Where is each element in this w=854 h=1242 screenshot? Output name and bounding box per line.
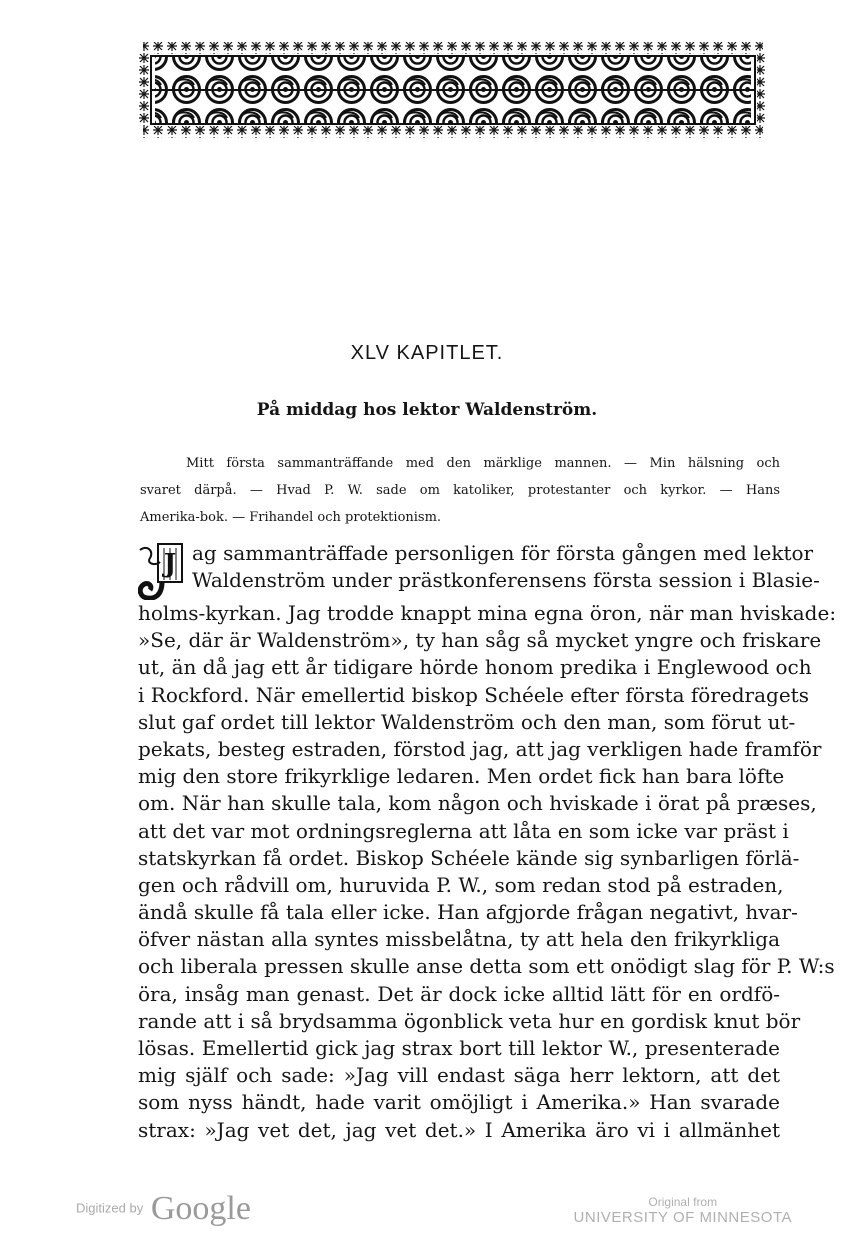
body-line: slut gaf ordet till lektor Waldenström och den man, som förut ut-: [138, 709, 796, 734]
body-line: ändå skulle få tala eller icke. Han afgjorde frågan negativt, hvar-: [138, 900, 798, 925]
library-name: UNIVERSITY OF MINNESOTA: [573, 1209, 792, 1226]
digitized-by-label: Digitized by: [76, 1200, 144, 1216]
chapter-summary: [140, 452, 780, 534]
drop-cap-letter: J: [163, 549, 177, 579]
body-line: Waldenström under prästkonferensens första session i Blasie-: [192, 568, 820, 593]
original-from-watermark: [574, 1195, 792, 1226]
chapter-subtitle: På middag hos lektor Waldenström.: [256, 400, 598, 420]
body-line: ut, än då jag ett år tidigare hörde honom predika i Englewood och: [138, 655, 812, 680]
body-line: att det var mot ordningsreglerna att låta en som icke var präst i: [138, 818, 789, 843]
decorative-drop-cap: [138, 542, 188, 600]
body-line: pekats, besteg estraden, förstod jag, att jag verkligen hade framför: [138, 736, 822, 761]
body-line: öra, insåg man genast. Det är dock icke alltid lätt för en ordfö-: [138, 981, 780, 1006]
digitized-by-watermark: [76, 1190, 251, 1228]
summary-line: svaret därpå. — Hvad P. W. sade om katoliker, protestanter och kyrkor. — Hans: [140, 483, 780, 499]
body-line: mig själf och sade: »Jag vill endast säga herr lektorn, att det: [138, 1063, 780, 1088]
body-line: i Rockford. När emellertid biskop Schéele efter första föredragets: [138, 682, 809, 707]
chapter-title: XLV KAPITLET.: [350, 342, 504, 364]
body-line: rande att i så brydsamma ögonblick veta hur en gordisk knut bör: [138, 1008, 801, 1033]
body-line: statskyrkan få ordet. Biskop Schéele kände sig synbarligen förlä-: [138, 845, 800, 870]
body-line: om. När han skulle tala, kom någon och hviskade i örat på præses,: [138, 791, 817, 816]
body-line: »Se, där är Waldenström», ty han såg så mycket yngre och friskare: [138, 628, 822, 653]
original-from-label: Original from: [648, 1195, 718, 1209]
body-line: och liberala pressen skulle anse detta som ett onödigt slag för P. W:s: [138, 954, 835, 979]
body-line: lösas. Emellertid gick jag strax bort till lektor W., presenterade: [138, 1036, 780, 1060]
body-line: holms-kyrkan. Jag trodde knappt mina egna öron, när man hviskade:: [138, 601, 837, 625]
google-logo: Google: [150, 1190, 251, 1227]
summary-line: Mitt första sammanträffande med den märklige mannen. — Min hälsning och: [186, 456, 780, 471]
decorative-header-ornament: [137, 40, 769, 140]
body-line: strax: »Jag vet det, jag vet det.» I Amerika äro vi i allmänhet: [138, 1117, 780, 1142]
body-line: som nyss händt, hade varit omöjligt i Amerika.» Han svarade: [138, 1090, 780, 1115]
body-line: ag sammanträffade personligen för första gången med lektor: [192, 541, 814, 565]
summary-line: Amerika-bok. — Frihandel och protektionism.: [140, 510, 442, 526]
body-line: gen och rådvill om, huruvida P. W., som redan stod på estraden,: [138, 872, 784, 897]
body-line: mig den store frikyrklige ledaren. Men ordet fick han bara löfte: [138, 764, 785, 789]
body-text: [138, 540, 837, 1144]
body-line: öfver nästan alla syntes missbelåtna, ty att hela den frikyrkliga: [138, 927, 780, 952]
